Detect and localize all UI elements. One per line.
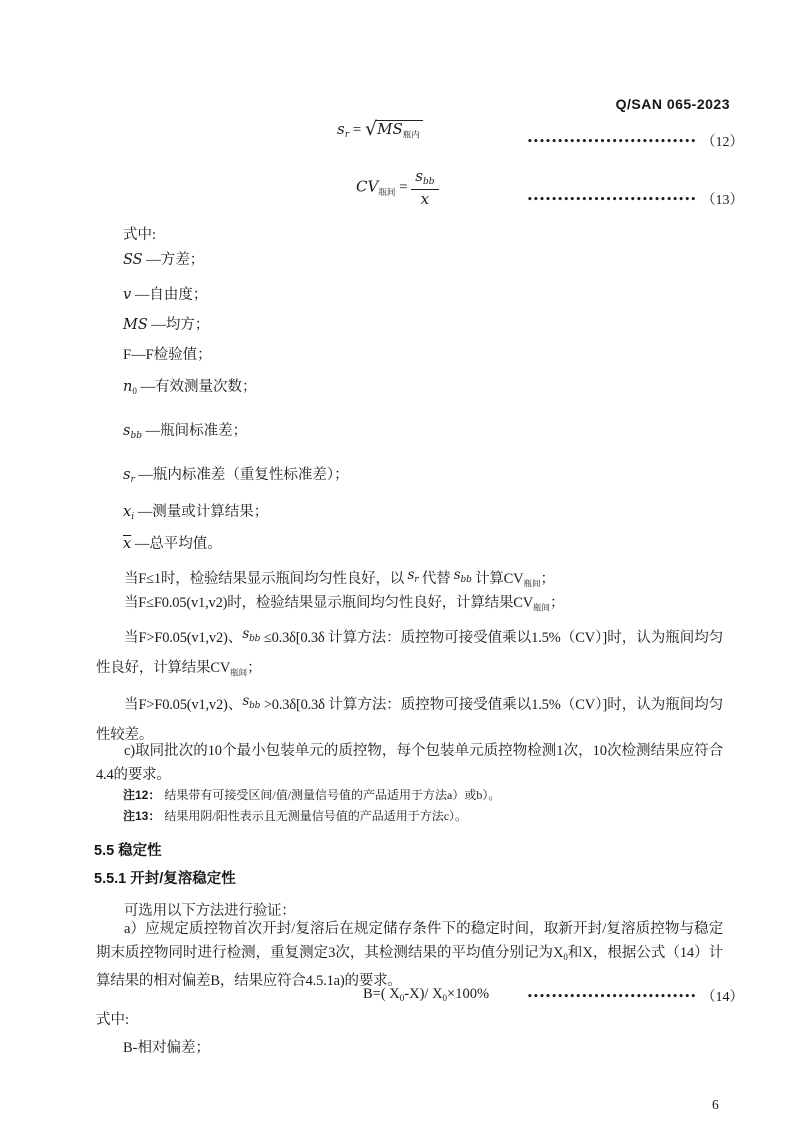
para-method-c: c)取同批次的10个最小包装单元的质控物，每个包装单元质控物检测1次，10次检测结果应符合4.4的要求。 (96, 743, 723, 783)
equation-13-formula (356, 168, 439, 208)
eq13-fraction (411, 168, 438, 208)
page-number: 6 (712, 1097, 719, 1112)
eq12-equals: = (352, 122, 362, 138)
eq13-equals: = (399, 179, 408, 196)
eq12-lhs-sub: r (344, 130, 350, 140)
para-f-case-4: 当F>F0.05(v1,v2)、sbb >0.3δ[0.3δ 计算方法：质控物可接受值乘以1.5%（CV）]时，认为瓶间均匀性较差。 (96, 693, 724, 743)
leader-dots: •••••••••••••••••••••••••••• (527, 992, 697, 1002)
symbol-definition: SS —方差； (123, 252, 205, 268)
equation-12-number: （12） (701, 135, 744, 150)
symbol-definition: $n_0$ —有效测量次数； (123, 379, 257, 396)
doc-number: Q/SAN 065-2023 (615, 96, 730, 112)
symbols-intro: 式中: (123, 227, 157, 243)
leader-dots: •••••••••••••••••••••••••••• (527, 137, 697, 147)
eq12-radicand: MS (377, 120, 403, 138)
eq13-denominator: x (420, 189, 430, 208)
eq12-lhs: s (337, 120, 345, 138)
equation-12-formula (337, 118, 423, 141)
equation-12-leader (527, 131, 743, 151)
eq13-lhs: CV (356, 177, 379, 196)
symbol-definition: MS —均方； (123, 317, 210, 333)
symbol-definition: $s_r$ —瓶内标准差（重复性标准差）； (123, 467, 349, 485)
para-f-case-2: 当F≤F0.05(v1,v2)时，检验结果显示瓶间均匀性良好，计算结果$CV_{瓶间}$； (124, 595, 565, 613)
symbol-definition: F—F检验值； (123, 347, 212, 363)
equation-14-number: （14） (701, 990, 744, 1005)
eq13-numerator-sub: bb (423, 177, 435, 187)
note-12 (123, 786, 703, 803)
equation-13-leader (527, 189, 743, 209)
para-f-case-3: 当F>F0.05(v1,v2)、sbb ≤0.3δ[0.3δ 计算方法：质控物可接受值乘以1.5%（CV）]时，认为瓶间均匀性良好，计算结果$CV_{瓶间}$； (96, 626, 723, 678)
equation-14-formula: B=( $X_0-X)/$ $X_0\times 100\%$ (363, 986, 490, 1003)
para-f-case-1: 当F≤1时，检验结果显示瓶间均匀性良好，以 sr 代替 sbb 计算$CV_{瓶间}$； (124, 567, 555, 589)
sqrt-sign: √ (364, 118, 378, 140)
symbol-definition: v —自由度； (123, 287, 208, 303)
symbol-definition-b: B-相对偏差； (123, 1040, 210, 1056)
leader-dots: •••••••••••••••••••••••••••• (527, 195, 697, 205)
eq12-radicand-sub: 瓶内 (402, 129, 420, 140)
eq13-numerator: s (415, 167, 423, 185)
note-13 (123, 807, 703, 824)
section-heading-5-5: 5.5 稳定性 (94, 843, 162, 859)
symbol-definition: $x_i$ —测量或计算结果； (123, 504, 269, 522)
equation-13-number: （13） (701, 193, 744, 208)
note-13-text: 结果用阴/阳性表示且无测量信号值的产品适用于方法c）。 (164, 809, 468, 823)
para-method-a: a）应规定质控物首次开封/复溶后在规定储存条件下的稳定时间，取新开封/复溶质控物与稳定期末质控物同时进行检测，重复测定3次，其检测结果的平均值分别记为$X_0$和X，根据公式（14）计算结果的相对偏差B，结果应符合4.5.1a)的要求。 (96, 921, 723, 989)
eq13-lhs-sub: 瓶间 (378, 187, 396, 198)
note-12-text: 结果带有可接受区间/值/测量信号值的产品适用于方法a）或b）。 (164, 788, 501, 802)
note-13-label: 注13： (123, 809, 161, 823)
section-heading-5-5-1: 5.5.1 开封/复溶稳定性 (94, 871, 236, 887)
para-method-intro: 可选用以下方法进行验证： (124, 903, 296, 919)
symbol-definition: $\overline{x}$ —总平均值。 (123, 536, 222, 552)
symbol-definition: $s_{bb}$ —瓶间标准差； (123, 423, 248, 441)
equation-14-leader (527, 986, 743, 1006)
note-12-label: 注12： (123, 788, 161, 802)
symbols-intro-2: 式中: (96, 1012, 130, 1028)
